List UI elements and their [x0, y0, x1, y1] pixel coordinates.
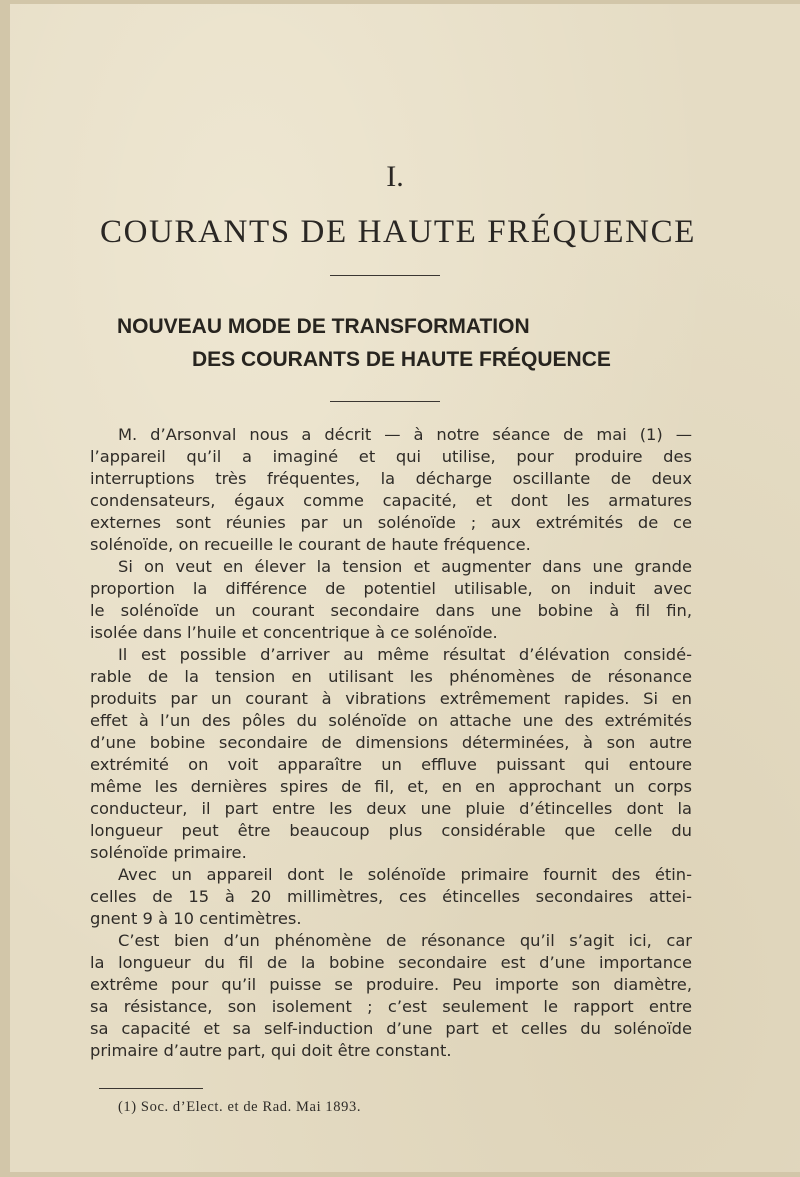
- text-line: l’appareil qu’il a imaginé et qui utilise, pour produire des: [90, 447, 692, 466]
- text-line: rable de la tension en utilisant les phénomènes de résonance: [90, 667, 692, 686]
- text-line: solénoïde, on recueille le courant de haute fréquence.: [90, 535, 531, 554]
- chapter-number: I.: [386, 160, 404, 193]
- text-line: externes sont réunies par un solénoïde ; aux extrémités de ce: [90, 513, 692, 532]
- text-line: Il est possible d’arriver au même résultat d’élévation considé-: [118, 645, 692, 664]
- section-divider: [330, 401, 440, 402]
- text-line: gnent 9 à 10 centimètres.: [90, 909, 302, 928]
- text-line: le solénoïde un courant secondaire dans une bobine à fil fin,: [90, 601, 692, 620]
- text-line: la longueur du fil de la bobine secondaire est d’une importance: [90, 953, 692, 972]
- text-line: Avec un appareil dont le solénoïde primaire fournit des étin-: [118, 865, 692, 884]
- text-line: solénoïde primaire.: [90, 843, 247, 862]
- text-line: longueur peut être beaucoup plus considérable que celle du: [90, 821, 692, 840]
- text-line: interruptions très fréquentes, la décharge oscillante de deux: [90, 469, 692, 488]
- section-title-line-2: DES COURANTS DE HAUTE FRÉQUENCE: [192, 348, 611, 371]
- text-line: d’une bobine secondaire de dimensions déterminées, à son autre: [90, 733, 692, 752]
- text-line: sa capacité et sa self-induction d’une part et celles du solénoïde: [90, 1019, 692, 1038]
- text-line: sa résistance, son isolement ; c’est seulement le rapport entre: [90, 997, 692, 1016]
- text-line: proportion la différence de potentiel utilisable, on induit avec: [90, 579, 692, 598]
- text-line: effet à l’un des pôles du solénoïde on attache une des extrémités: [90, 711, 692, 730]
- chapter-title: COURANTS DE HAUTE FRÉQUENCE: [100, 214, 696, 250]
- text-line: extrémité on voit apparaître un effluve puissant qui entoure: [90, 755, 692, 774]
- text-line: celles de 15 à 20 millimètres, ces étincelles secondaires attei-: [90, 887, 692, 906]
- book-page: [10, 4, 800, 1172]
- text-line: produits par un courant à vibrations extrêmement rapides. Si en: [90, 689, 692, 708]
- footnote-divider: [99, 1088, 203, 1089]
- text-line: condensateurs, égaux comme capacité, et dont les armatures: [90, 491, 692, 510]
- text-line: primaire d’autre part, qui doit être constant.: [90, 1041, 452, 1060]
- text-line: extrême pour qu’il puisse se produire. Peu importe son diamètre,: [90, 975, 692, 994]
- text-line: M. d’Arsonval nous a décrit — à notre séance de mai (1) —: [118, 425, 692, 444]
- text-line: isolée dans l’huile et concentrique à ce solénoïde.: [90, 623, 498, 642]
- text-line: même les dernières spires de fil, et, en en approchant un corps: [90, 777, 692, 796]
- title-divider: [330, 275, 440, 276]
- text-line: C’est bien d’un phénomène de résonance qu’il s’agit ici, car: [118, 931, 692, 950]
- footnote: (1) Soc. d’Elect. et de Rad. Mai 1893.: [118, 1099, 362, 1115]
- text-line: Si on veut en élever la tension et augmenter dans une grande: [118, 557, 692, 576]
- section-title-line-1: NOUVEAU MODE DE TRANSFORMATION: [117, 315, 530, 338]
- text-line: conducteur, il part entre les deux une pluie d’étincelles dont la: [90, 799, 692, 818]
